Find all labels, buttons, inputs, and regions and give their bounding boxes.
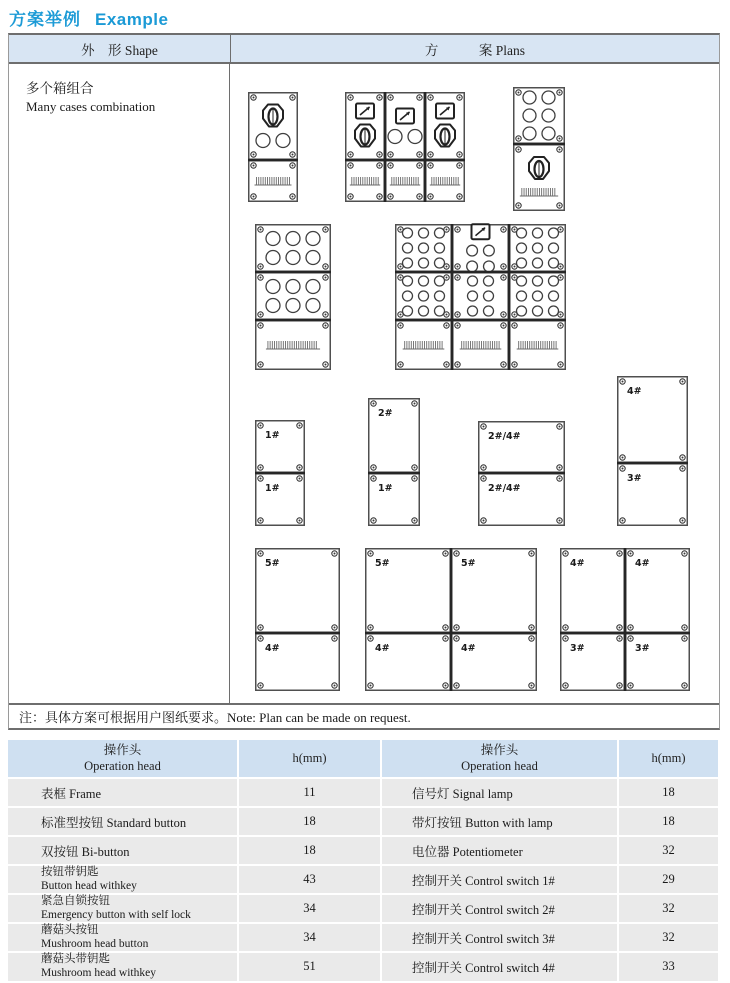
svg-text:1#: 1# <box>265 430 280 441</box>
svg-text:2#/4#: 2#/4# <box>488 431 522 442</box>
op-header-hmm-left: h(mm) <box>239 740 380 777</box>
svg-text:4#: 4# <box>635 558 650 569</box>
op-header-hmm-right: h(mm) <box>619 740 718 777</box>
svg-text:4#: 4# <box>375 643 390 654</box>
shape-label-zh: 多个箱组合 <box>26 81 94 96</box>
op-item-right: 控制开关 Control switch 4# <box>382 953 617 980</box>
op-item-left: 按钮带钥匙 Button head withkey <box>8 866 237 893</box>
op-row <box>8 866 720 893</box>
op-item-left: 双按钮 Bi-button <box>8 837 237 864</box>
op-h-left: 43 <box>239 866 380 893</box>
plans-diagram <box>230 64 720 703</box>
op-h-right: 29 <box>619 866 718 893</box>
op-h-left: 18 <box>239 808 380 835</box>
op-row <box>8 779 720 806</box>
svg-text:4#: 4# <box>265 643 280 654</box>
svg-text:5#: 5# <box>461 558 476 569</box>
shape-plans-body <box>9 64 719 703</box>
op-h-left: 51 <box>239 953 380 980</box>
op-row <box>8 808 720 835</box>
op-item-left: 标准型按钮 Standard button <box>8 808 237 835</box>
shape-plans-header <box>9 35 719 64</box>
op-h-right: 18 <box>619 808 718 835</box>
op-h-right: 32 <box>619 895 718 922</box>
page-title-en: Example <box>95 10 169 29</box>
op-h-left: 11 <box>239 779 380 806</box>
op-h-left: 18 <box>239 837 380 864</box>
op-header-right <box>382 740 617 777</box>
op-item-right: 控制开关 Control switch 2# <box>382 895 617 922</box>
op-header-left-en: Operation head <box>84 758 161 773</box>
plans-note: 注：具体方案可根据用户图纸要求。Note: Plan can be made on request. <box>9 703 719 728</box>
svg-text:5#: 5# <box>375 558 390 569</box>
svg-text:2#/4#: 2#/4# <box>488 483 522 494</box>
op-h-right: 33 <box>619 953 718 980</box>
svg-text:3#: 3# <box>627 473 642 484</box>
svg-text:4#: 4# <box>461 643 476 654</box>
op-h-right: 18 <box>619 779 718 806</box>
svg-text:2#: 2# <box>378 408 393 419</box>
svg-text:4#: 4# <box>570 558 585 569</box>
op-item-right: 电位器 Potentiometer <box>382 837 617 864</box>
op-header-right-zh: 操作头 <box>480 742 519 757</box>
shape-cell <box>9 64 230 703</box>
page-title-zh: 方案举例 <box>9 10 81 29</box>
op-item-left: 蘑菇头按钮 Mushroom head button <box>8 924 237 951</box>
op-header-right-en: Operation head <box>461 758 538 773</box>
op-table-body <box>8 779 720 981</box>
svg-text:4#: 4# <box>627 386 642 397</box>
plans-cell <box>230 64 719 703</box>
page-title <box>9 5 168 30</box>
op-item-left: 表框 Frame <box>8 779 237 806</box>
op-header-left-zh: 操作头 <box>103 742 142 757</box>
svg-text:3#: 3# <box>635 643 650 654</box>
op-row <box>8 895 720 922</box>
op-item-right: 控制开关 Control switch 3# <box>382 924 617 951</box>
header-cell-plans: 方 案 Plans <box>424 42 526 58</box>
op-h-right: 32 <box>619 837 718 864</box>
operation-head-table <box>8 740 720 981</box>
op-row <box>8 837 720 864</box>
header-cell-shape: 外 形 Shape <box>9 35 231 62</box>
svg-text:3#: 3# <box>570 643 585 654</box>
svg-text:1#: 1# <box>378 483 393 494</box>
op-row <box>8 924 720 951</box>
svg-text:5#: 5# <box>265 558 280 569</box>
shape-plans-table <box>8 33 720 730</box>
shape-label-en: Many cases combination <box>26 99 156 114</box>
op-item-left: 紧急自锁按钮 Emergency button with self lock <box>8 895 237 922</box>
op-h-right: 32 <box>619 924 718 951</box>
op-item-right: 带灯按钮 Button with lamp <box>382 808 617 835</box>
op-item-right: 信号灯 Signal lamp <box>382 779 617 806</box>
op-item-left: 蘑菇头带钥匙 Mushroom head withkey <box>8 953 237 980</box>
svg-text:1#: 1# <box>265 483 280 494</box>
operation-head-table-header <box>8 740 720 777</box>
op-h-left: 34 <box>239 924 380 951</box>
op-row <box>8 953 720 980</box>
op-header-left <box>8 740 237 777</box>
op-item-right: 控制开关 Control switch 1# <box>382 866 617 893</box>
op-h-left: 34 <box>239 895 380 922</box>
